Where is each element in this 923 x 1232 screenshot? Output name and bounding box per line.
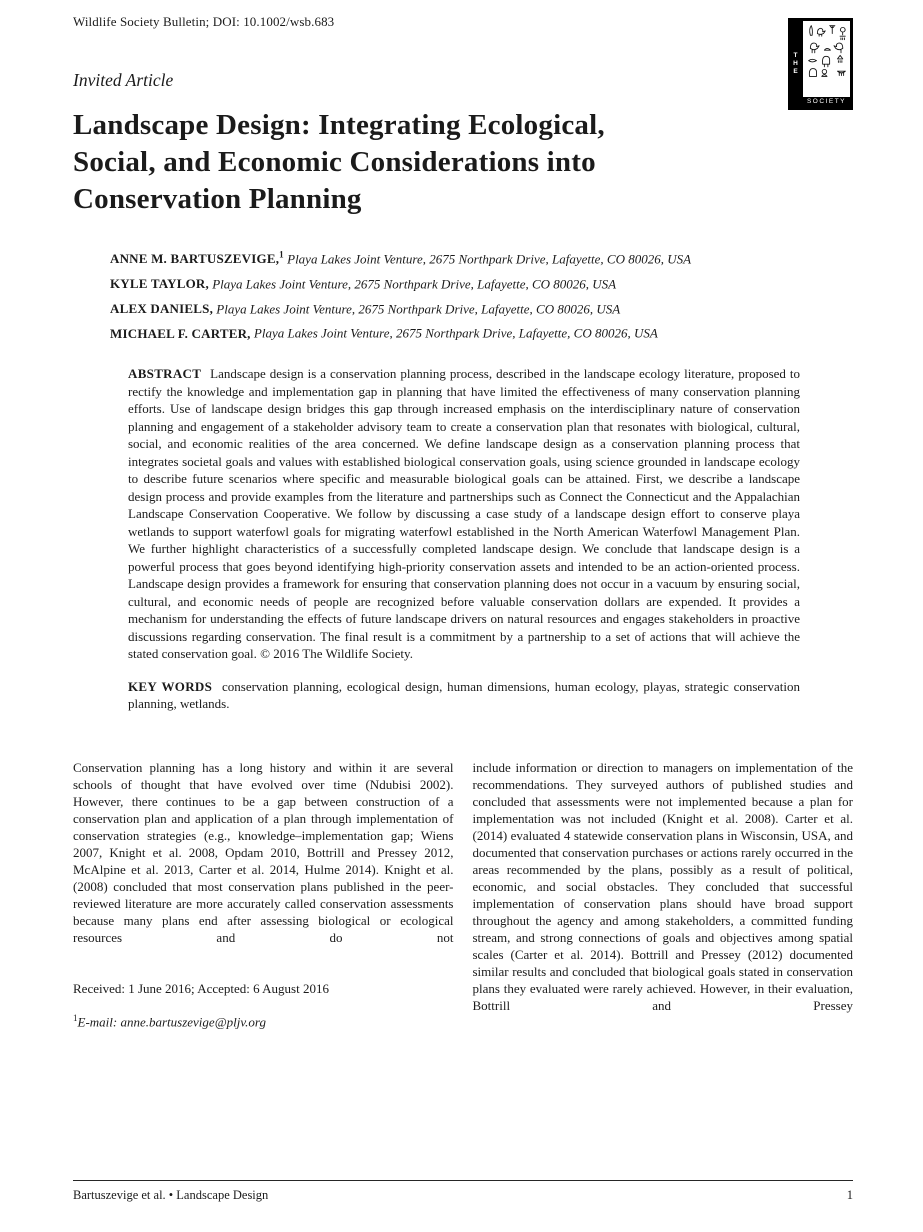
keywords-text: conservation planning, ecological design, human dimensions, human ecology, playas, strategic conservation planning, wetlands.	[128, 678, 800, 712]
author-line	[110, 295, 853, 320]
body-paragraph-left: Conservation planning has a long history and within it are several schools of thought that have evolved over time (Ndubisi 2002). However, there continues to be a gap between construction of a conservation plan and application of a plan through implementation of conservation strategies (e.g., knowledge–implementation gap; Wiens 2007, Knight et al. 2008, Opdam 2010, Bottrill and Pressey 2012, McAlpine et al. 2013, Carter et al. 2014, Hulme 2014). Knight et al. (2008) concluded that most conservation plans published in the peer-reviewed literature are more accurately called conservation assessments because many plans end after assessing biological or ecological resources and do not	[73, 759, 454, 945]
affiliation-superscript: 1	[279, 250, 284, 260]
page-footer	[73, 1180, 853, 1203]
article-type-label: Invited Article	[73, 70, 174, 90]
author-name: MICHAEL F. CARTER,	[110, 325, 251, 341]
author-affiliation: Playa Lakes Joint Venture, 2675 Northpark Drive, Lafayette, CO 80026, USA	[212, 276, 617, 292]
email-text: E-mail: anne.bartuszevige@pljv.org	[77, 1014, 267, 1030]
logo-vertical-text: THE WILDLIFE	[781, 32, 799, 96]
abstract-label: ABSTRACT	[128, 366, 202, 382]
abstract	[128, 365, 800, 663]
page-number: 1	[846, 1188, 853, 1202]
footnote-superscript: 1	[73, 1012, 78, 1023]
author-line	[110, 245, 853, 270]
left-column	[73, 759, 454, 1030]
body-text	[73, 759, 853, 1030]
right-column	[473, 759, 854, 1030]
author-name: KYLE TAYLOR,	[110, 276, 209, 292]
keywords-label: KEY WORDS	[128, 678, 213, 694]
author-affiliation: Playa Lakes Joint Venture, 2675 Northpark Drive, Lafayette, CO 80026, USA	[216, 300, 621, 316]
running-head: Bartuszevige et al. • Landscape Design	[73, 1188, 269, 1202]
author-name: ALEX DANIELS,	[110, 300, 214, 316]
wildlife-society-logo	[781, 18, 853, 110]
author-line	[110, 319, 853, 344]
author-name: ANNE M. BARTUSZEVIGE,$^1$	[110, 250, 284, 267]
author-list	[110, 245, 853, 344]
logo-society-text: SOCIETY	[803, 97, 850, 108]
author-line	[110, 270, 853, 295]
abstract-text: Landscape design is a conservation planning process, described in the landscape ecology literature, proposed to rectify the knowledge and implementation gap in planning that have limited the effectiveness of many conservation planning efforts. Use of landscape design bridges this gap through increased emphasis on the interdisciplinary nature of conservation planning and engagement of a stakeholder advisory team to create a conservation plan that resonates with biological, cultural, social, and economic realities of the area concerned. We define landscape design as a conservation planning process that integrates societal goals and values with established biological conservation goals, using science grounded in landscape ecology to describe future scenarios where specific and measurable biological goals can be attained. First, we describe a landscape design process and provide examples from the literature and partnerships such as Connect the Connecticut and the Appalachian Landscape Conservation Cooperative. We follow by discussing a case study of a landscape design effort to conserve playa wetlands to support waterfowl goals for migrating waterfowl established in the North American Waterfowl Management Plan. We further highlight characteristics of a successfully completed landscape design. We conclude that landscape design is a powerful process that goes beyond identifying high-priority conservation assets and intended to be an action-oriented process. Landscape design provides a framework for ensuring that conservation planning does not occur in a vacuum by ensuring social, cultural, and economic needs of people are recognized before valuable conservation dollars are expended. It provides a mechanism for understanding the effects of future landscape drivers on natural resources and engages stakeholders in proactive discussions regarding conservation. The final result is a commitment by a partnership to a set of actions that will achieve the stated conservation goal. © 2016 The Wildlife Society.	[128, 366, 800, 662]
author-affiliation: Playa Lakes Joint Venture, 2675 Northpark Drive, Lafayette, CO 80026, USA	[287, 251, 692, 267]
hieroglyphs-icon	[805, 23, 849, 79]
article-title: Landscape Design: Integrating Ecological, Social, and Economic Considerations into Conservation Planning	[73, 109, 605, 215]
author-affiliation: Playa Lakes Joint Venture, 2675 Northpark Drive, Lafayette, CO 80026, USA	[253, 325, 658, 341]
footnotes	[73, 980, 454, 1030]
email-footnote	[73, 1010, 454, 1030]
logo-panel	[802, 20, 851, 108]
received-accepted-line: Received: 1 June 2016; Accepted: 6 August 2016	[73, 980, 329, 996]
keywords	[128, 678, 800, 713]
journal-doi-line: Wildlife Society Bulletin; DOI: 10.1002/wsb.683	[73, 14, 335, 29]
body-paragraph-right: include information or direction to managers on implementation of the recommendations. They surveyed authors of published studies and concluded that assessments were not implemented because a plan for implementation was not included (Knight et al. 2008). Carter et al. (2014) evaluated 4 statewide conservation plans in Wisconsin, USA, and documented that conservation purchases or actions rarely occurred in the areas recommended by the plans, possibly as a result of political, economic, and social obstacles. They concluded that successful implementation of conservation plans should have broad support throughout the agency and among stakeholders, a committed funding stream, and strong connections of goals and objectives among spatial scales (Carter et al. 2014). Bottrill and Pressey (2012) documented similar results and concluded that biological goals stated in conservation plans they evaluated were rarely achieved. However, in their evaluation, Bottrill and Pressey	[472, 759, 853, 1013]
